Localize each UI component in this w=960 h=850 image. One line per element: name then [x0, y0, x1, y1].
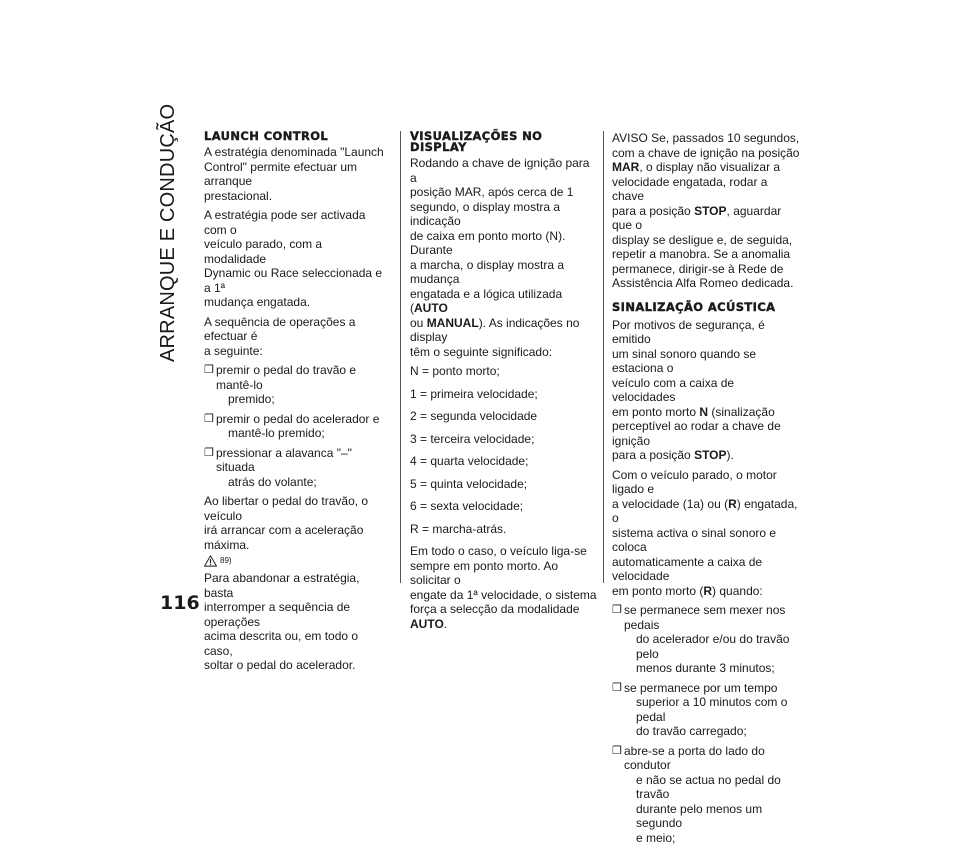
heading-display-indications: VISUALIZAÇÕES NO DISPLAY — [410, 129, 543, 154]
heading-acoustic-signal: SINALIZAÇÃO ACÚSTICA — [612, 299, 776, 314]
column-divider-1 — [400, 131, 401, 583]
gear-item: 3 = terceira velocidade; — [410, 431, 535, 446]
gear-item: 6 = sexta velocidade; — [410, 499, 524, 513]
gear-item: 5 = quinta velocidade; — [410, 476, 528, 491]
paragraph-warning: AVISO Se, passados 10 segundos, com a chave de ignição na posição MAR, o display não visualizar a velocidade engatada, rodar a chave para a posição STOP, aguardar que o display se desligue e, de seguida, repetir a manobra. Se a anomalia permanece, dirigir-se à Rede de Assistência Alfa Romeo dedicada. — [612, 131, 800, 290]
gear-item: N = ponto morto; — [410, 364, 500, 378]
column-divider-2 — [603, 131, 604, 583]
list-item: ❒ pressionar a alavanca "–" situada atrás do volante; — [204, 445, 352, 489]
gear-item: R = marcha-atrás. — [410, 521, 507, 536]
checkbox-bullet-icon: ❒ — [204, 446, 214, 459]
list-item: ❒ se permanece por um tempo superior a 10 minutos com o pedal do travão carregado; — [612, 680, 788, 738]
warning-triangle-icon — [204, 555, 217, 567]
column-1 — [204, 131, 386, 678]
column-3 — [612, 131, 800, 850]
column-2 — [410, 131, 598, 636]
gear-item: 1 = primeira velocidade; — [410, 386, 538, 401]
gear-item: 2 = segunda velocidade — [410, 409, 538, 423]
paragraph: Com o veículo parado, o motor ligado e a velocidade (1a) ou (R) engatada, o sistema activa o sinal sonoro e coloca automaticamente a caixa de velocidade em ponto morto (R) quando: — [612, 467, 798, 598]
gear-item: 4 = quarta velocidade; — [410, 454, 529, 468]
heading-launch-control: LAUNCH CONTROL — [204, 129, 329, 143]
warning-ref-number: 89) — [220, 555, 232, 565]
paragraph: Ao libertar o pedal do travão, o veículo irá arrancar com a aceleração máxima. — [204, 494, 369, 552]
checkbox-bullet-icon: ❒ — [204, 364, 214, 376]
paragraph: A estratégia pode ser activada com o veículo parado, com a modalidade Dynamic ou Race seleccionada e a 1ª mudança engatada. — [204, 208, 383, 309]
paragraph: A estratégia denominada "Launch Control" permite efectuar um arranque prestacional. — [204, 145, 384, 203]
paragraph: Em todo o caso, o veículo liga-se sempre em ponto morto. Ao solicitar o engate da 1ª velocidade, o sistema força a selecção da modalidade AUTO. — [410, 544, 597, 631]
checkbox-bullet-icon: ❒ — [612, 604, 622, 616]
list-item: ❒ premir o pedal do travão e mantê-lo premido; — [204, 363, 357, 406]
list-item: ❒ se permanece sem mexer nos pedais do acelerador e/ou do travão pelo menos durante 3 minutos; — [612, 603, 790, 675]
page-number: 116 — [160, 592, 200, 614]
paragraph: Por motivos de segurança, é emitido um sinal sonoro quando se estaciona o veículo com a caixa de velocidades em ponto morto N (sinalização perceptível ao rodar a chave de ignição para a posição STOP). — [612, 317, 781, 462]
list-item: ❒ premir o pedal do acelerador e mantê-lo premido; — [204, 411, 380, 440]
list-item: ❒ abre-se a porta do lado do condutor e não se actua no pedal do travão durante pelo menos um segundo e meio; — [612, 743, 781, 845]
checkbox-bullet-icon: ❒ — [612, 744, 622, 757]
paragraph: Rodando a chave de ignição para a posição MAR, após cerca de 1 segundo, o display mostra a indicação de caixa em ponto morto (N). Durante a marcha, o display mostra a mudança engatada e a lógica utilizada (AUTO ou MANUAL). As indicações no display têm o seguinte significado: — [410, 156, 590, 359]
section-side-title: ARRANQUE E CONDUÇÃO — [157, 103, 179, 362]
checkbox-bullet-icon: ❒ — [204, 412, 214, 425]
paragraph: A sequência de operações a efectuar é a seguinte: — [204, 314, 356, 358]
warning-reference — [204, 554, 386, 568]
checkbox-bullet-icon: ❒ — [612, 681, 622, 694]
paragraph: Para abandonar a estratégia, basta interromper a sequência de operações acima descrita ou, em todo o caso, soltar o pedal do acelerador. — [204, 571, 360, 672]
